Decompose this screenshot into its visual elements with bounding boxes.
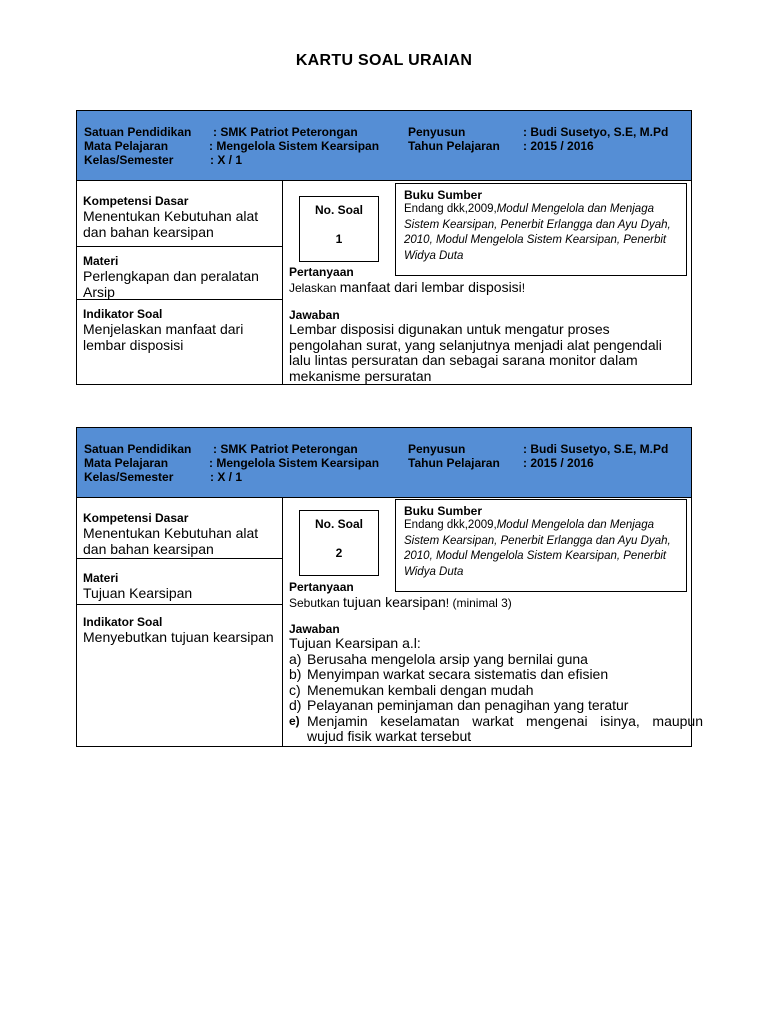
jawaban-line: Lembar disposisi digunakan untuk mengatur proses bbox=[289, 321, 610, 337]
jawaban-label: Jawaban bbox=[289, 308, 340, 322]
jawaban-item: a) Berusaha mengelola arsip yang bernilai guna bbox=[289, 650, 588, 667]
jawaban-item: b) Menyimpan warkat secara sistematis dan efisien bbox=[289, 666, 609, 682]
materi-text: Tujuan Kearsipan bbox=[83, 585, 193, 601]
buku-sumber-text: Endang dkk,2009,Modul Mengelola dan Menjaga Sistem Kearsipan, Penerbit Erlangga dan Ayu Dyah, 2010, Modul Mengelola Sistem Kearsipan, Penerbit Widya Duta bbox=[404, 519, 671, 578]
jawaban-text bbox=[289, 322, 662, 384]
buku-sumber-label: Buku Sumber bbox=[404, 188, 483, 202]
indikator-label: Indikator Soal bbox=[83, 307, 163, 321]
buku-sumber-text: Endang dkk,2009,Modul Mengelola dan Menjaga Sistem Kearsipan, Penerbit Erlangga dan Ayu Dyah, 2010, Modul Mengelola Sistem Kearsipan, Penerbit Widya Duta bbox=[404, 203, 671, 262]
materi-label: Materi bbox=[83, 254, 119, 268]
page-title: KARTU SOAL URAIAN bbox=[295, 52, 473, 69]
penyusun-label: Penyusun bbox=[408, 442, 466, 456]
left-column bbox=[77, 181, 283, 385]
card-header bbox=[77, 111, 691, 181]
indikator-text: Menyebutkan tujuan kearsipan bbox=[83, 629, 274, 645]
indikator-text: Menjelaskan manfaat dari lembar disposisi bbox=[83, 321, 244, 353]
jawaban-item: e) Menjamin keselamatan warkat mengenai isinya, maupun bbox=[289, 712, 703, 729]
indikator-label: Indikator Soal bbox=[83, 615, 163, 629]
penyusun-value: : Budi Susetyo, S.E, M.Pd bbox=[523, 125, 669, 139]
indikator-section bbox=[77, 299, 282, 353]
no-soal-box bbox=[299, 196, 379, 262]
materi-section bbox=[77, 246, 282, 300]
materi-text: Perlengkapan dan peralatan Arsip bbox=[83, 268, 259, 300]
jawaban-item: d) Pelayanan peminjaman dan penagihan yang teratur bbox=[289, 697, 629, 713]
satuan-value: : SMK Patriot Peterongan bbox=[213, 125, 358, 139]
kompetensi-label: Kompetensi Dasar bbox=[83, 511, 189, 525]
tahun-value: : 2015 / 2016 bbox=[523, 456, 594, 470]
kompetensi-text: Menentukan Kebutuhan alat dan bahan kearsipan bbox=[83, 208, 259, 240]
jawaban-intro: Tujuan Kearsipan a.l: bbox=[289, 635, 421, 651]
no-soal-number: 2 bbox=[335, 546, 343, 560]
kelas-value: : X / 1 bbox=[210, 153, 243, 167]
no-soal-label: No. Soal bbox=[314, 203, 363, 217]
jawaban-label: Jawaban bbox=[289, 622, 340, 636]
mapel-value: : Mengelola Sistem Kearsipan bbox=[209, 139, 380, 153]
mapel-value: : Mengelola Sistem Kearsipan bbox=[209, 456, 380, 470]
jawaban-line: lalu lintas persuratan dan sebagai sarana monitor dalam bbox=[289, 352, 638, 368]
jawaban-text bbox=[289, 636, 703, 745]
mapel-label: Mata Pelajaran bbox=[84, 456, 169, 470]
penyusun-label: Penyusun bbox=[408, 125, 466, 139]
buku-sumber-box bbox=[395, 499, 687, 592]
question-card-2 bbox=[76, 427, 703, 747]
no-soal-label: No. Soal bbox=[314, 517, 363, 531]
mapel-label: Mata Pelajaran bbox=[84, 139, 169, 153]
no-soal-box bbox=[299, 510, 379, 576]
kompetensi-section bbox=[77, 511, 282, 557]
kompetensi-section bbox=[77, 194, 282, 240]
kelas-value: : X / 1 bbox=[210, 470, 243, 484]
satuan-label: Satuan Pendidikan bbox=[84, 442, 192, 456]
buku-sumber-box bbox=[395, 183, 687, 276]
materi-label: Materi bbox=[83, 571, 119, 585]
jawaban-item-continuation: wujud fisik warkat tersebut bbox=[307, 728, 472, 744]
pertanyaan-text: Sebutkan tujuan kearsipan! (minimal 3) bbox=[289, 594, 512, 610]
pertanyaan-label: Pertanyaan bbox=[289, 580, 354, 594]
tahun-label: Tahun Pelajaran bbox=[408, 456, 500, 470]
jawaban-line: pengolahan surat, yang selanjutnya menjadi alat pengendali bbox=[289, 336, 662, 353]
materi-section bbox=[77, 558, 282, 601]
no-soal-number: 1 bbox=[335, 232, 343, 246]
jawaban-line: mekanisme persuratan bbox=[289, 367, 432, 384]
pertanyaan-text: Jelaskan manfaat dari lembar disposisi! bbox=[289, 279, 526, 295]
card-header bbox=[77, 428, 691, 498]
pertanyaan-label: Pertanyaan bbox=[289, 265, 354, 279]
kompetensi-label: Kompetensi Dasar bbox=[83, 194, 189, 208]
penyusun-value: : Budi Susetyo, S.E, M.Pd bbox=[523, 442, 669, 456]
tahun-label: Tahun Pelajaran bbox=[408, 139, 500, 153]
satuan-label: Satuan Pendidikan bbox=[84, 125, 192, 139]
indikator-section bbox=[77, 604, 282, 645]
buku-sumber-label: Buku Sumber bbox=[404, 504, 483, 518]
question-card-1 bbox=[76, 110, 692, 385]
satuan-value: : SMK Patriot Peterongan bbox=[213, 442, 358, 456]
tahun-value: : 2015 / 2016 bbox=[523, 139, 594, 153]
kompetensi-text: Menentukan Kebutuhan alat dan bahan kearsipan bbox=[83, 525, 259, 557]
kelas-label: Kelas/Semester bbox=[84, 153, 174, 167]
left-column bbox=[77, 498, 283, 747]
kelas-label: Kelas/Semester bbox=[84, 470, 174, 484]
jawaban-item: c) Menemukan kembali dengan mudah bbox=[289, 681, 534, 698]
